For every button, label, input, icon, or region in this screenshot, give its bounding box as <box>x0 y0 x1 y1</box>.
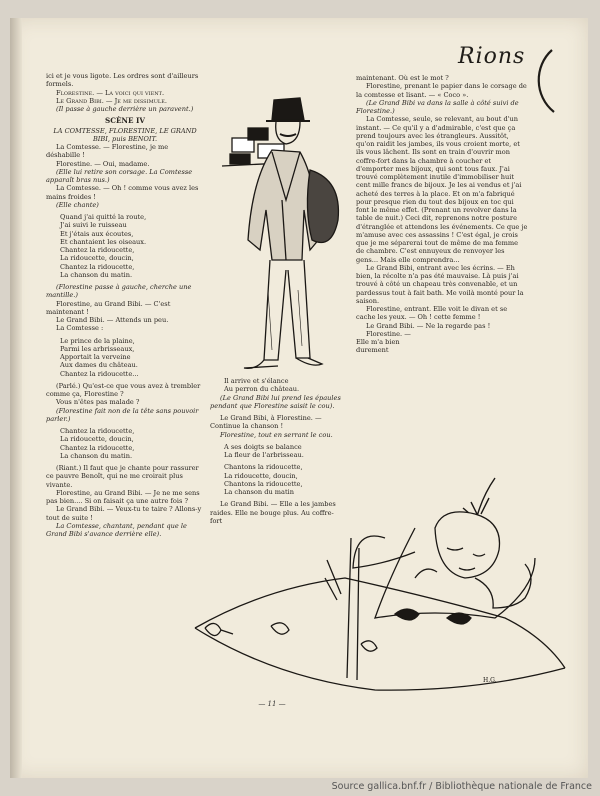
song-verse: Chantez la ridoucette... <box>60 369 139 378</box>
song-verse: A ses doigts se balance <box>224 442 302 451</box>
dialogue-line: Florestine, entrant. Elle voit le divan et se cache les yeux. — Oh ! cette femme ! <box>356 305 508 322</box>
song-verse: La ridoucette, doucin, <box>60 435 134 444</box>
song-verse: La chanson du matin <box>224 488 294 496</box>
scene-characters: LA COMTESSE, FLORESTINE, LE GRAND BIBI, puis BENOIT. <box>53 126 197 143</box>
dialogue-line: La Comtesse. — Oh ! comme vous avez les mains froides ! <box>46 184 199 201</box>
song-verse: Chantez la ridoucette, <box>60 443 135 452</box>
illustration-countess <box>175 468 575 700</box>
dialogue-line: Le Grand Bibi, entrant avec les écrins. — Eh bien, la récolte n'a pas été mauvaise. Là puis j'ai trouvé à côté un chapeau très convenable, et un pardessus tout à fait bath. Me voilà monté pour la saison. <box>356 263 524 305</box>
stage-direction: (Il passe à gauche derrière un paravent.) <box>56 105 194 113</box>
song-verse: Au perron du château. <box>224 385 300 394</box>
song-verse: J'ai suivi le ruisseau <box>60 221 127 230</box>
song-verse: La chanson du matin. <box>60 451 133 460</box>
paragraph: ici et je vous ligote. Les ordres sont d'ailleurs formels. <box>46 72 199 89</box>
song-verse: Et chantaient les oiseaux. <box>60 237 147 246</box>
song-verse: Chantons la ridoucette, <box>224 479 303 488</box>
dialogue-line: Florestine, tout en serrant le cou. <box>220 430 333 439</box>
dialogue-line: Florestine, prenant le papier dans le corsage de la comtesse et lisant. — « Coco ». <box>356 82 527 99</box>
song-verse: La ridoucette, doucin, <box>224 471 298 480</box>
dialogue-line: Florestine. — Elle m'a bien durement <box>356 329 411 355</box>
song-verse: Et j'étais aux écoutes, <box>60 229 134 238</box>
stage-direction: (Le Grand Bibi lui prend les épaules pendant que Florestine saisit le cou). <box>210 393 341 410</box>
song-verse: Chantez la ridoucette, <box>60 427 135 435</box>
stage-direction: (Elle lui retire son corsage. La Comtesse apparaît bras nus.) <box>46 167 193 184</box>
dialogue-line: Le Grand Bibi. — Attends un peu. <box>56 316 169 324</box>
stage-direction: La Comtesse, chantant, pendant que le Grand Bibi s'avance derrière elle). <box>46 521 187 538</box>
song-verse: La fleur de l'arbrisseau. <box>224 451 304 459</box>
song-verse: Chantons la ridoucette, <box>224 463 303 472</box>
dialogue-line: Florestine. — Oui, madame. <box>56 159 150 168</box>
text-column-3 <box>356 74 528 355</box>
song-verse: La ridoucette, doucin, <box>60 254 134 263</box>
scene-heading: SCÈNE IV <box>105 116 145 126</box>
illustration-thief <box>212 90 348 380</box>
dialogue-line: La Comtesse. — Florestine, je me déshabille ! <box>46 143 169 160</box>
stage-direction: (Elle chante) <box>56 200 99 209</box>
song-verse: Il arrive et s'élance <box>224 377 289 385</box>
source-credit: Source gallica.bnf.fr / Bibliothèque nationale de France <box>331 781 592 792</box>
monologue: La Comtesse, seule, se relevant, au bout d'un instant. — Ce qu'il y a d'admirable, c'est que ça prend toujours avec les étrangleurs. Aussitôt, qu'on raidit les jambes, ils vous croient morte, et ils vous lâchent. Ils sont en train d'ouvrir mon coffre-fort dans la chambre à coucher et d'emporter mes bijoux, qui sont tous faux. J'ai trouvé complètement inutile d'immobiliser huit cent mille francs de bijoux. Je les ai vendus et j'ai acheté des terres à la place. Et on m'a fabriqué pour presque rien du tout des bijoux en toc qui font le même effet. (Prenant un revolver dans la table de nuit.) Ceci dit, reprenons notre posture d'étranglée et attendons les événements. Ce que je m'amuse avec ces assassins ! C'est égal, je crois que je me séparerai tout de même de ma femme de chambre. C'est ennuyeux de renvoyer les gens... Mais elle comprendra... <box>356 115 528 264</box>
stage-direction: (Le Grand Bibi va dans la salle à côté suivi de Florestine.) <box>356 98 519 115</box>
dialogue-line: Le Grand Bibi. — Elle a les jambes raides. Elle ne bouge plus. Au coffre-fort <box>210 500 336 525</box>
stage-direction: (Florestine fait non de la tête sans pouvoir parler.) <box>46 406 199 423</box>
dialogue-line: Vous n'êtes pas malade ? <box>56 398 140 407</box>
song-verse: Quand j'ai quitté la route, <box>60 213 147 221</box>
title-flourish <box>530 46 560 116</box>
page-number: — 11 — <box>258 700 286 708</box>
dialogue-line: Le Grand Bibi. — Veux-tu te taire ? Allons-y tout de suite ! <box>46 505 202 522</box>
song-verse: Chantez la ridoucette, <box>60 246 135 254</box>
section-title: Rions <box>458 44 526 69</box>
dialogue-line: Le Grand Bibi. — Ne la regarde pas ! <box>366 321 491 330</box>
dialogue-line: Le Grand Bibi, à Florestine. — Continue la chanson ! <box>210 414 322 431</box>
dialogue-line: Florestine, au Grand Bibi. — C'est maintenant ! <box>46 299 171 316</box>
dialogue-line: (Riant.) Il faut que je chante pour rassurer ce pauvre Benoît, qui ne me croirait plus vivante. <box>46 464 199 489</box>
dialogue-line: Florestine. — La voici qui vient. <box>56 88 165 97</box>
dialogue-line: maintenant. Où est le mot ? <box>356 74 449 82</box>
song-verse: Chantez la ridoucette, <box>60 262 135 271</box>
song-verse: La chanson du matin. <box>60 270 133 279</box>
page-spine <box>10 18 22 778</box>
song-verse: Parmi les arbrisseaux, <box>60 344 135 353</box>
song-verse: Apportait la verveine <box>60 353 131 361</box>
song-verse: Aux dames du château. <box>60 361 138 370</box>
dialogue-line: La Comtesse : <box>56 324 104 333</box>
artist-signature: H.G. <box>483 677 497 684</box>
dialogue-line: Le Grand Bibi. — Je me dissimule. <box>56 96 167 105</box>
dialogue-line: (Parlé.) Qu'est-ce que vous avez à trembler comme ça, Florestine ? <box>46 381 201 398</box>
dialogue-line: Florestine, au Grand Bibi. — Je ne me sens pas bien.... Si on faisait ça une autre fois ? <box>46 488 200 505</box>
song-verse: Le prince de la plaine, <box>60 336 135 345</box>
stage-direction: (Florestine passe à gauche, cherche une mantille.) <box>46 283 192 300</box>
